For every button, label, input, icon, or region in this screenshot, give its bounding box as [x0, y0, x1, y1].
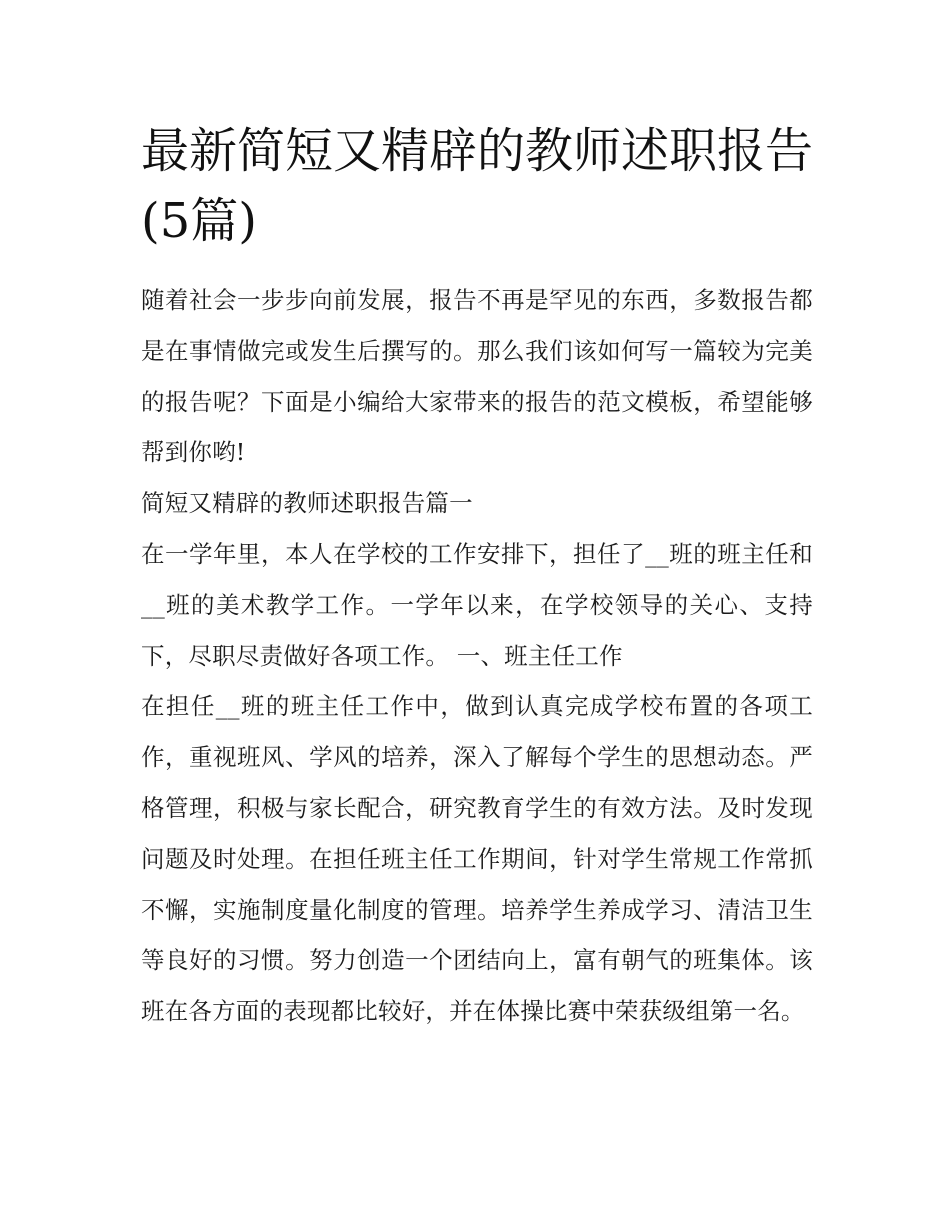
body-paragraph: 在担任__班的班主任工作中，做到认真完成学校布置的各项工作，重视班风、学风的培养，深入了解每个学生的思想动态。严格管理，积极与家长配合，研究教育学生的有效方法。及时发现问题及时处理。在担任班主任工作期间，针对学生常规工作常抓不懈，实施制度量化制度的管理。培养学生养成学习、清洁卫生等良好的习惯。努力创造一个团结向上，富有朝气的班集体。该班在各方面的表现都比较好，并在体操比赛中荣获级组第一名。: [141, 692, 813, 1026]
body-paragraph: 在一学年里，本人在学校的工作安排下，担任了__班的班主任和__班的美术教学工作。一学年以来，在学校领导的关心、支持下，尽职尽责做好各项工作。 一、班主任工作: [141, 539, 813, 670]
document-title: 最新简短又精辟的教师述职报告(5篇): [141, 123, 814, 249]
intro-paragraph: 随着社会一步步向前发展，报告不再是罕见的东西，多数报告都是在事情做完或发生后撰写的。那么我们该如何写一篇较为完美的报告呢？下面是小编给大家带来的报告的范文模板，希望能够帮到你哟!: [141, 286, 813, 467]
section-heading: 简短又精辟的教师述职报告篇一: [141, 489, 473, 518]
document-content: [141, 116, 813, 1037]
